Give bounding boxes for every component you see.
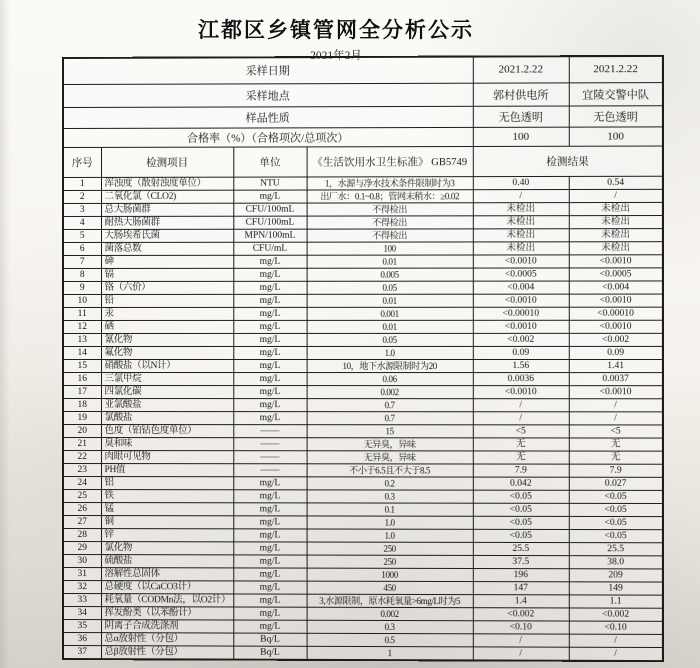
item-cell: 总β放射性（分包）: [101, 645, 233, 659]
item-cell: 镉: [101, 268, 233, 281]
result-cell-1: 147: [473, 581, 569, 594]
result-cell-1: 1.4: [473, 594, 569, 607]
info-value-site2: 无色透明: [569, 105, 663, 126]
standard-cell: 450: [307, 581, 473, 594]
item-cell: 溶解性总固体: [101, 567, 233, 580]
item-cell: 汞: [101, 307, 233, 320]
standard-cell: 0.05: [307, 281, 473, 294]
result-cell-1: <0.0010: [473, 294, 569, 307]
row-index-cell: 1: [63, 177, 101, 190]
info-label: 采样日期: [63, 57, 473, 84]
result-cell-2: 7.9: [569, 464, 663, 477]
unit-cell: ——: [233, 450, 306, 463]
table-row: [63, 528, 663, 542]
row-index-cell: 12: [63, 320, 101, 333]
table-row: [63, 450, 663, 464]
standard-cell: 1.0: [307, 528, 473, 541]
unit-cell: ——: [233, 437, 306, 450]
info-value-site1: 郭村供电所: [473, 82, 569, 105]
row-index-cell: 24: [63, 476, 101, 489]
column-header-row: [63, 146, 663, 177]
result-cell-2: <0.00010: [569, 307, 663, 320]
unit-cell: mg/L: [233, 476, 306, 489]
standard-cell: 15: [307, 424, 473, 437]
row-index-cell: 13: [63, 333, 101, 346]
item-cell: 铬（六价）: [101, 281, 233, 294]
result-cell-2: 0.09: [569, 346, 663, 359]
result-cell-2: 未检出: [569, 202, 663, 215]
result-cell-1: 未检出: [473, 228, 569, 241]
table-row: [63, 606, 663, 621]
unit-cell: Bq/L: [233, 633, 306, 646]
unit-cell: Bq/L: [233, 646, 306, 660]
result-cell-2: <0.05: [569, 516, 663, 529]
table-row: [63, 294, 663, 307]
item-cell: 总硬度（以CaCO3计）: [101, 580, 233, 593]
result-cell-1: /: [473, 646, 569, 660]
col-header-standard: 《生活饮用水卫生标准》 GB5749: [307, 146, 473, 176]
row-index-cell: 36: [63, 632, 101, 645]
table-row: [63, 333, 663, 346]
result-cell-2: <0.0010: [569, 294, 663, 307]
unit-cell: ——: [233, 463, 306, 476]
unit-cell: mg/L: [233, 372, 306, 385]
table-row: [63, 372, 663, 385]
result-cell-1: <0.10: [473, 620, 569, 633]
unit-cell: mg/L: [233, 606, 306, 619]
standard-cell: 0.01: [307, 255, 473, 268]
table-row: [63, 228, 663, 242]
result-cell-2: 0.027: [569, 477, 663, 490]
unit-cell: ——: [233, 424, 306, 437]
row-index-cell: 23: [63, 463, 101, 476]
result-cell-2: 149: [569, 581, 663, 594]
result-cell-1: <0.05: [473, 516, 569, 529]
item-cell: 氯酸盐: [101, 411, 233, 424]
item-cell: 硫酸盐: [101, 554, 233, 567]
unit-cell: mg/L: [233, 320, 306, 333]
result-cell-2: 209: [569, 568, 663, 581]
table-row: [63, 645, 663, 661]
table-row: [63, 320, 663, 333]
row-index-cell: 10: [63, 294, 101, 307]
result-cell-2: <0.0005: [569, 267, 663, 280]
result-cell-2: <5: [569, 424, 663, 437]
row-index-cell: 32: [63, 580, 101, 593]
row-index-cell: 9: [63, 281, 101, 294]
item-cell: 氯化物: [101, 541, 233, 554]
standard-cell: 无异臭，异味: [307, 450, 473, 463]
standard-cell: 0.7: [307, 411, 473, 424]
result-cell-2: <0.002: [569, 333, 663, 346]
result-cell-1: <0.05: [473, 529, 569, 542]
unit-cell: mg/L: [233, 489, 306, 502]
table-row: [63, 502, 663, 516]
result-cell-2: 0.54: [569, 176, 663, 189]
result-cell-2: 无: [569, 437, 663, 450]
item-cell: 肉眼可见物: [101, 450, 233, 463]
row-index-cell: 18: [63, 398, 101, 411]
row-index-cell: 16: [63, 372, 101, 385]
standard-cell: 0.06: [307, 372, 473, 385]
standard-cell: 100: [307, 241, 473, 254]
result-cell-2: <0.0010: [569, 254, 663, 267]
unit-cell: mg/L: [233, 359, 306, 372]
result-cell-1: <0.0010: [473, 320, 569, 333]
result-cell-1: /: [473, 189, 569, 202]
standard-cell: 不小于6.5且不大于8.5: [307, 463, 473, 476]
unit-cell: mg/L: [233, 580, 306, 593]
standard-cell: 3,水源限制，原水耗氧量>6mg/L时为5: [307, 594, 473, 608]
result-cell-1: 7.9: [473, 464, 569, 477]
standard-cell: 0.3: [307, 620, 473, 634]
item-cell: 菌落总数: [101, 242, 233, 255]
item-cell: 大肠埃希氏菌: [101, 229, 233, 242]
result-cell-1: /: [473, 398, 569, 411]
item-cell: 总α放射性（分包）: [101, 632, 233, 645]
row-index-cell: 35: [63, 619, 101, 632]
result-cell-1: /: [473, 411, 569, 424]
unit-cell: mg/L: [233, 593, 306, 606]
item-cell: 氟化物: [101, 346, 233, 359]
item-cell: 氰化物: [101, 333, 233, 346]
table-row: [63, 437, 663, 451]
result-cell-1: <0.004: [473, 281, 569, 294]
result-cell-1: <0.0005: [473, 267, 569, 280]
standard-cell: 0.001: [307, 307, 473, 320]
table-row: [63, 411, 663, 424]
item-cell: 臭和味: [101, 437, 233, 450]
table-row: [63, 489, 663, 503]
standard-cell: 0.7: [307, 398, 473, 411]
result-cell-1: 0.0036: [473, 372, 569, 385]
unit-cell: mg/L: [233, 502, 306, 515]
standard-cell: 0.002: [307, 607, 473, 621]
item-cell: 四氯化碳: [101, 385, 233, 398]
row-index-cell: 37: [63, 645, 101, 659]
item-cell: 铝: [101, 476, 233, 489]
standard-cell: 1.0: [307, 346, 473, 359]
result-cell-1: 0.40: [473, 176, 569, 189]
unit-cell: CFU/mL: [233, 242, 306, 255]
result-cell-1: <0.0010: [473, 254, 569, 267]
row-index-cell: 3: [63, 203, 101, 216]
item-cell: 硝酸盐（以N计）: [101, 359, 233, 372]
results-tbody: [63, 176, 663, 661]
info-row-sampling-location: [63, 82, 663, 107]
result-cell-1: 0.09: [473, 346, 569, 359]
row-index-cell: 4: [63, 216, 101, 229]
result-cell-2: /: [569, 398, 663, 411]
unit-cell: mg/L: [233, 255, 306, 268]
unit-cell: mg/L: [233, 515, 306, 528]
info-label: 样品性质: [63, 106, 473, 128]
item-cell: 二氧化氯（CLO2): [101, 190, 233, 203]
table-row: [63, 280, 663, 294]
standard-cell: 1.0: [307, 515, 473, 528]
standard-cell: 1: [307, 646, 473, 660]
info-label: 合格率（%）（合格项次/总项次）: [63, 127, 473, 147]
standard-cell: 0.01: [307, 294, 473, 307]
row-index-cell: 22: [63, 450, 101, 463]
result-cell-2: 未检出: [569, 228, 663, 241]
table-row: [63, 385, 663, 398]
table-row: [63, 176, 663, 190]
result-cell-1: <0.05: [473, 503, 569, 516]
item-cell: 挥发酚类（以苯酚计）: [101, 606, 233, 619]
row-index-cell: 29: [63, 541, 101, 554]
info-row-sample-property: [63, 105, 663, 128]
row-index-cell: 31: [63, 567, 101, 580]
standard-cell: 不得检出: [307, 202, 473, 215]
standard-cell: 0.05: [307, 333, 473, 346]
table-row: [63, 398, 663, 411]
row-index-cell: 27: [63, 515, 101, 528]
table-row: [63, 254, 663, 268]
item-cell: PH值: [101, 463, 233, 476]
result-cell-2: 未检出: [569, 215, 663, 228]
table-row: [63, 241, 663, 255]
result-cell-1: <0.002: [473, 607, 569, 620]
result-cell-2: 0.0037: [569, 372, 663, 385]
info-value-site2: 2021.2.22: [569, 56, 663, 82]
page-edge-shadow: [0, 0, 10, 668]
row-index-cell: 19: [63, 411, 101, 424]
row-index-cell: 25: [63, 489, 101, 502]
table-row: [63, 346, 663, 359]
row-index-cell: 2: [63, 190, 101, 203]
page-title: 江都区乡镇管网全分析公示: [198, 19, 474, 42]
standard-cell: 不得检出: [307, 215, 473, 228]
item-cell: 总大肠菌群: [101, 203, 233, 216]
unit-cell: CFU/100mL: [233, 216, 306, 229]
table-row: [63, 424, 663, 438]
info-label: 采样地点: [63, 83, 473, 107]
table-row: [63, 215, 663, 229]
row-index-cell: 20: [63, 424, 101, 437]
unit-cell: NTU: [233, 176, 306, 189]
result-cell-1: 25.5: [473, 542, 569, 555]
result-cell-2: <0.05: [569, 503, 663, 516]
result-cell-2: <0.0010: [569, 320, 663, 333]
standard-cell: 0.005: [307, 268, 473, 281]
unit-cell: mg/L: [233, 333, 306, 346]
unit-cell: mg/L: [233, 307, 306, 320]
unit-cell: mg/L: [233, 541, 306, 554]
col-header-item: 检测项目: [101, 147, 233, 177]
result-cell-1: <5: [473, 424, 569, 437]
unit-cell: mg/L: [233, 567, 306, 580]
result-cell-2: <0.004: [569, 280, 663, 293]
row-index-cell: 21: [63, 437, 101, 450]
item-cell: 铅: [101, 294, 233, 307]
standard-cell: 0.1: [307, 502, 473, 515]
table-row: [63, 580, 663, 595]
item-cell: 亚氯酸盐: [101, 398, 233, 411]
result-cell-2: <0.05: [569, 490, 663, 503]
unit-cell: mg/L: [233, 385, 306, 398]
col-header-unit: 单位: [233, 146, 306, 176]
result-cell-1: 37.5: [473, 555, 569, 568]
result-cell-2: /: [569, 647, 663, 661]
unit-cell: mg/L: [233, 190, 306, 203]
result-cell-1: <0.002: [473, 333, 569, 346]
item-cell: 砷: [101, 255, 233, 268]
col-header-result: 检测结果: [473, 146, 663, 177]
table-row: [63, 567, 663, 582]
result-cell-1: <0.05: [473, 490, 569, 503]
result-cell-1: 无: [473, 437, 569, 450]
standard-cell: 0.01: [307, 320, 473, 333]
unit-cell: mg/L: [233, 346, 306, 359]
info-value-site2: 宜陵交警中队: [569, 82, 663, 105]
result-cell-1: 未检出: [473, 202, 569, 215]
table-row: [63, 619, 663, 634]
unit-cell: mg/L: [233, 620, 306, 633]
result-cell-2: 无: [569, 451, 663, 464]
result-cell-1: /: [473, 633, 569, 646]
item-cell: 锌: [101, 528, 233, 541]
row-index-cell: 14: [63, 346, 101, 359]
result-cell-2: <0.10: [569, 621, 663, 634]
unit-cell: mg/L: [233, 554, 306, 567]
table-row: [63, 202, 663, 216]
table-row: [63, 307, 663, 320]
item-cell: 硒: [101, 320, 233, 333]
result-cell-2: /: [569, 411, 663, 424]
unit-cell: mg/L: [233, 528, 306, 541]
item-cell: 耐热大肠菌群: [101, 216, 233, 229]
table-row: [63, 476, 663, 490]
col-header-index: 序号: [63, 147, 101, 177]
standard-cell: 无异臭，异味: [307, 437, 473, 450]
row-index-cell: 15: [63, 359, 101, 372]
result-cell-1: 1.56: [473, 359, 569, 372]
row-index-cell: 11: [63, 307, 101, 320]
standard-cell: 1，水源与净水技术条件限制时为3: [307, 176, 473, 189]
row-index-cell: 33: [63, 593, 101, 606]
result-cell-1: <0.00010: [473, 307, 569, 320]
item-cell: 铁: [101, 489, 233, 502]
standard-cell: 0.5: [307, 633, 473, 647]
item-cell: 色度（铂钴色度单位）: [101, 424, 233, 437]
result-cell-2: 38.0: [569, 555, 663, 568]
unit-cell: mg/L: [233, 398, 306, 411]
standard-cell: 250: [307, 555, 473, 568]
unit-cell: MPN/100mL: [233, 229, 306, 242]
info-row-pass-rate: [63, 126, 663, 147]
table-row: [63, 515, 663, 529]
result-cell-2: <0.05: [569, 529, 663, 542]
result-cell-2: 1.41: [569, 359, 663, 372]
water-analysis-table: [62, 55, 664, 662]
standard-cell: 不得检出: [307, 228, 473, 241]
table-row: [63, 593, 663, 608]
result-cell-2: <0.002: [569, 607, 663, 620]
item-cell: 浑浊度（散射浊度单位）: [101, 177, 233, 190]
standard-cell: 出厂水：0.1~0.8；管网末稍水：≥0.02: [307, 189, 473, 202]
row-index-cell: 34: [63, 606, 101, 619]
unit-cell: mg/L: [233, 268, 306, 281]
result-cell-1: 无: [473, 450, 569, 463]
result-cell-1: <0.0010: [473, 385, 569, 398]
row-index-cell: 8: [63, 268, 101, 281]
table-row: [63, 463, 663, 477]
standard-cell: 0.002: [307, 385, 473, 398]
row-index-cell: 5: [63, 229, 101, 242]
unit-cell: mg/L: [233, 411, 306, 424]
item-cell: 锰: [101, 502, 233, 515]
result-cell-1: 未检出: [473, 215, 569, 228]
row-index-cell: 6: [63, 242, 101, 255]
result-cell-1: 196: [473, 568, 569, 581]
standard-cell: 0.2: [307, 476, 473, 489]
standard-cell: 0.3: [307, 489, 473, 502]
page-subtitle: 2021年2月: [310, 50, 362, 62]
result-cell-2: /: [569, 634, 663, 647]
row-index-cell: 7: [63, 255, 101, 268]
info-row-sampling-date: [63, 56, 663, 84]
table-row: [63, 632, 663, 647]
table-row: [63, 359, 663, 372]
info-value-site1: 2021.2.22: [473, 56, 569, 82]
unit-cell: mg/L: [233, 281, 306, 294]
result-cell-2: 1.1: [569, 594, 663, 607]
row-index-cell: 26: [63, 502, 101, 515]
info-section: [63, 56, 663, 177]
row-index-cell: 30: [63, 554, 101, 567]
table-row: [63, 189, 663, 203]
info-value-site2: 100: [569, 126, 663, 145]
result-cell-2: 未检出: [569, 241, 663, 254]
item-cell: 耗氧量（CODMn法，以O2计）: [101, 593, 233, 606]
result-cell-2: <0.0010: [569, 385, 663, 398]
row-index-cell: 17: [63, 385, 101, 398]
table-row: [63, 541, 663, 555]
result-cell-1: 0.042: [473, 477, 569, 490]
result-cell-1: 未检出: [473, 241, 569, 254]
row-index-cell: 28: [63, 528, 101, 541]
standard-cell: 250: [307, 542, 473, 555]
unit-cell: CFU/100mL: [233, 203, 306, 216]
item-cell: 三氯甲烷: [101, 372, 233, 385]
standard-cell: 10，地下水源限制时为20: [307, 359, 473, 372]
info-value-site1: 100: [473, 127, 569, 146]
item-cell: 铜: [101, 515, 233, 528]
standard-cell: 1000: [307, 568, 473, 581]
result-cell-2: /: [569, 189, 663, 202]
item-cell: 阴离子合成洗涤剂: [101, 619, 233, 632]
result-cell-2: 25.5: [569, 542, 663, 555]
info-value-site1: 无色透明: [473, 106, 569, 127]
table-row: [63, 267, 663, 281]
unit-cell: mg/L: [233, 294, 306, 307]
